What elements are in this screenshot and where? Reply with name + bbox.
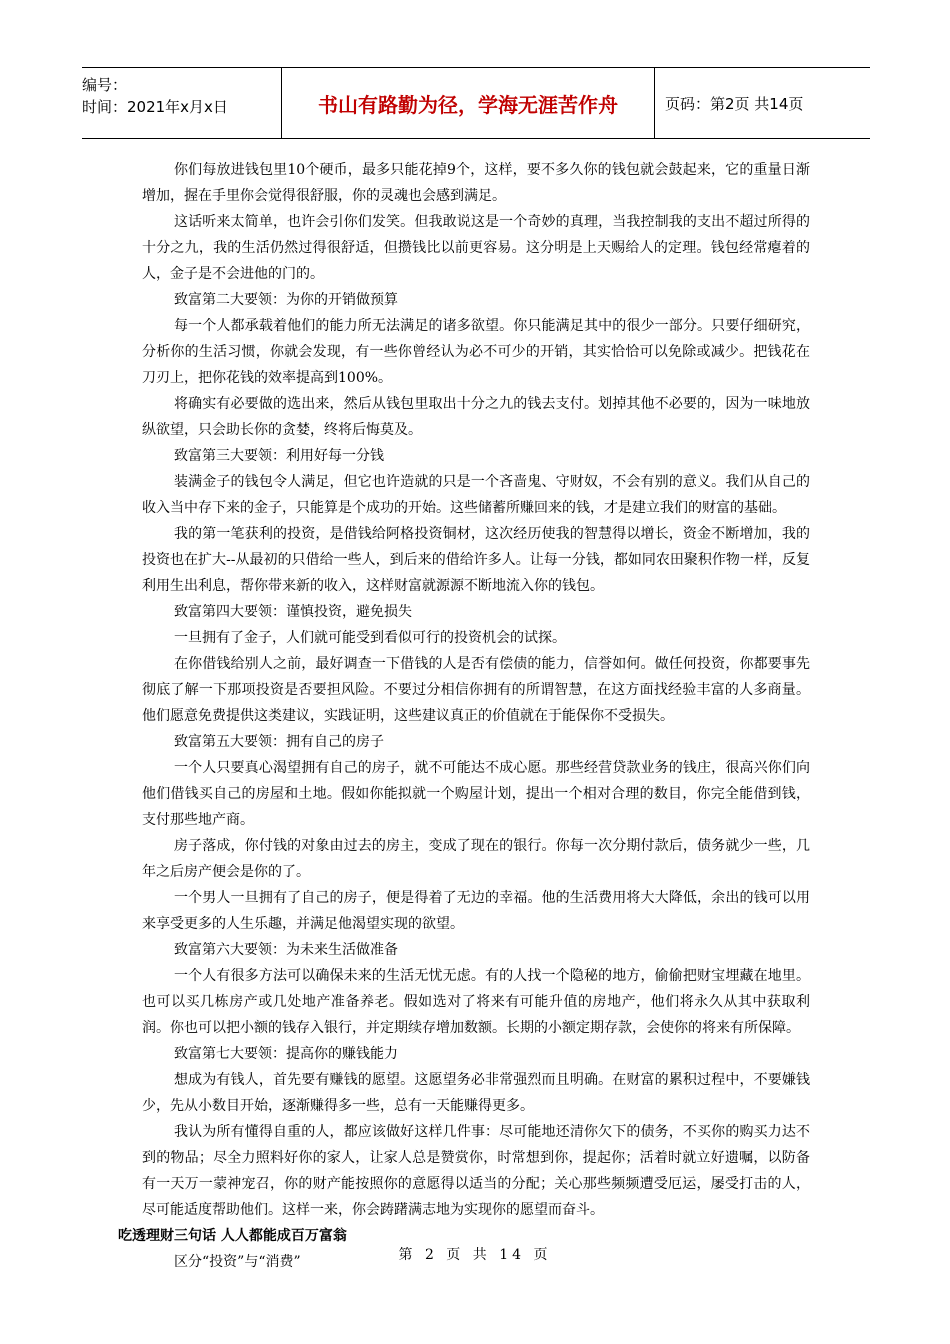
paragraph: 一个人有很多方法可以确保未来的生活无忧无虑。有的人找一个隐秘的地方，偷偷把财宝埋藏在地里。也可以买几栋房产或几处地产准备养老。假如选对了将来有可能升值的房地产，他们将永久从其中获取利润。你也可以把小额的钱存入银行，并定期续存增加数额。长期的小额定期存款，会使你的将来有所保障。 (142, 968, 810, 1036)
paragraph: 房子落成，你付钱的对象由过去的房主，变成了现在的银行。你每一次分期付款后，债务就少一些，几年之后房产便会是你的了。 (142, 838, 810, 880)
paragraph: 一个人只要真心渴望拥有自己的房子，就不可能达不成心愿。那些经营贷款业务的钱庄，很高兴你们向他们借钱买自己的房屋和土地。假如你能拟就一个购屋计划，提出一个相对合理的数目，你完全能借到钱，支付那些地产商。 (142, 760, 810, 828)
paragraph: 想成为有钱人，首先要有赚钱的愿望。这愿望务必非常强烈而且明确。在财富的累积过程中，不要嫌钱少，先从小数目开始，逐渐赚得多一些，总有一天能赚得更多。 (142, 1072, 810, 1114)
header-page-info: 页码：第2页 共14页 (665, 94, 804, 113)
header-motto: 书山有路勤为径，学海无涯苦作舟 (282, 68, 655, 138)
section-heading: 致富第六大要领：为未来生活做准备 (174, 942, 398, 958)
paragraph: 我认为所有懂得自重的人，都应该做好这样几件事：尽可能地还清你欠下的债务，不买你的购买力达不到的物品；尽全力照料好你的家人，让家人总是赞赏你，时常想到你，提起你；活着时就立好遗嘱，以防备有一天万一蒙神宠召，你的财产能按照你的意愿得以适当的分配；关心那些频频遭受厄运，屡受打击的人，尽可能适度帮助他们。这样一来，你会踌躇满志地为实现你的愿望而奋斗。 (142, 1124, 810, 1218)
document-body (118, 157, 810, 1275)
paragraph: 每一个人都承载着他们的能力所无法满足的诸多欲望。你只能满足其中的很少一部分。只要仔细研究，分析你的生活习惯，你就会发现，有一些你曾经认为必不可少的开销，其实恰恰可以免除或减少。把钱花在刀刃上，把你花钱的效率提高到100%。 (142, 318, 810, 386)
paragraph: 你们每放进钱包里10个硬币，最多只能花掉9个，这样，要不多久你的钱包就会鼓起来，它的重量日渐增加，握在手里你会觉得很舒服，你的灵魂也会感到满足。 (142, 162, 810, 204)
paragraph: 这话听来太简单，也许会引你们发笑。但我敢说这是一个奇妙的真理，当我控制我的支出不超过所得的十分之九，我的生活仍然过得很舒适，但攒钱比以前更容易。这分明是上天赐给人的定理。钱包经常瘪着的人，金子是不会进他的门的。 (142, 214, 810, 282)
paragraph: 将确实有必要做的选出来，然后从钱包里取出十分之九的钱去支付。划掉其他不必要的，因为一味地放纵欲望，只会助长你的贪婪，终将后悔莫及。 (142, 396, 810, 438)
paragraph: 装满金子的钱包令人满足，但它也许造就的只是一个吝啬鬼、守财奴，不会有别的意义。我们从自己的收入当中存下来的金子，只能算是个成功的开始。这些储蓄所赚回来的钱，才是建立我们的财富的基础。 (142, 474, 810, 516)
page-footer: 第 2 页 共 14 页 (398, 1247, 552, 1263)
article-title: 吃透理财三句话 人人都能成百万富翁 (118, 1228, 347, 1244)
section-heading: 致富第二大要领：为你的开销做预算 (174, 292, 398, 308)
paragraph: 一旦拥有了金子，人们就可能受到看似可行的投资机会的试探。 (174, 630, 566, 646)
number-label: 编号： (82, 76, 128, 94)
section-heading: 致富第四大要领：谨慎投资，避免损失 (174, 604, 412, 620)
section-heading: 致富第七大要领：提高你的赚钱能力 (174, 1046, 398, 1062)
section-heading: 致富第五大要领：拥有自己的房子 (174, 734, 384, 750)
header-meta (82, 68, 282, 138)
paragraph: 区分“投资”与“消费” (174, 1254, 301, 1270)
paragraph: 在你借钱给别人之前，最好调查一下借钱的人是否有偿债的能力，信誉如何。做任何投资，你都要事先彻底了解一下那项投资是否要担风险。不要过分相信你拥有的所谓智慧，在这方面找经验丰富的人多商量。他们愿意免费提供这类建议，实践证明，这些建议真正的价值就在于能保你不受损失。 (142, 656, 810, 724)
page-header (82, 67, 870, 139)
paragraph: 我的第一笔获利的投资，是借钱给阿格投资铜材，这次经历使我的智慧得以增长，资金不断增加，我的投资也在扩大--从最初的只借给一些人，到后来的借给许多人。让每一分钱，都如同农田聚积作物一样，反复利用生出利息，帮你带来新的收入，这样财富就源源不断地流入你的钱包。 (142, 526, 810, 594)
section-heading: 致富第三大要领：利用好每一分钱 (174, 448, 384, 464)
date-label: 时间：2021年x月x日 (82, 98, 228, 116)
paragraph: 一个男人一旦拥有了自己的房子，便是得着了无边的幸福。他的生活费用将大大降低，余出的钱可以用来享受更多的人生乐趣，并满足他渴望实现的欲望。 (142, 890, 810, 932)
